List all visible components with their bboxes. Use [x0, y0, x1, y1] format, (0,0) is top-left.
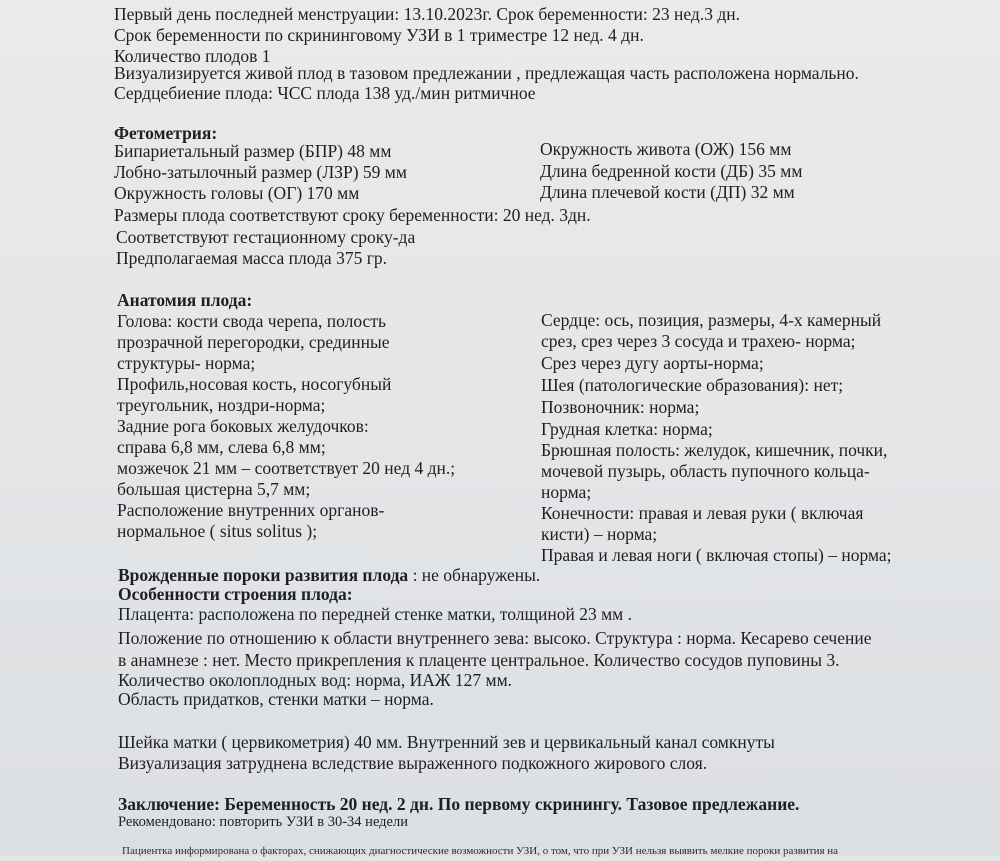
- anatomy-title: Анатомия плода:: [117, 290, 253, 310]
- defects-line: [118, 565, 540, 585]
- anatomy-right-line: Срез через дугу аорты-норма;: [541, 353, 764, 373]
- cervix-line: Шейка матки ( цервикометрия) 40 мм. Внутренний зев и цервикальный канал сомкнуты: [118, 732, 775, 752]
- anatomy-left-line: Профиль,носовая кость, носогубный: [117, 374, 392, 394]
- structure-line: Положение по отношению к области внутреннего зева: высоко. Структура : норма. Кесарево сечение: [118, 628, 872, 648]
- anatomy-left-line: структуры- норма;: [117, 353, 256, 373]
- fetometry-title: Фетометрия:: [114, 123, 218, 143]
- anatomy-right-line: Сердце: ось, позиция, размеры, 4-х камерный: [541, 310, 882, 330]
- structure-line: Область придатков, стенки матки – норма.: [118, 689, 434, 709]
- fetometry-ofd: Лобно-затылочный размер (ЛЗР) 59 мм: [114, 162, 407, 182]
- fetometry-hc: Окружность головы (ОГ) 170 мм: [114, 183, 360, 203]
- fetometry-bpd: Бипариетальный размер (БПР) 48 мм: [114, 141, 392, 161]
- visualization-line: Визуализируется живой плод в тазовом предлежании , предлежащая часть расположена нормально.: [114, 63, 859, 83]
- anatomy-right-line: норма;: [541, 482, 592, 502]
- anatomy-right-line: срез, срез через 3 сосуда и трахею- норма;: [541, 331, 856, 351]
- anatomy-left-line: прозрачной перегородки, срединные: [117, 332, 390, 352]
- conclusion-line: Заключение: Беременность 20 нед. 2 дн. По первому скринингу. Тазовое предлежание.: [118, 794, 800, 814]
- anatomy-left-line: мозжечок 21 мм – соответствует 20 нед 4 дн.;: [117, 458, 456, 478]
- anatomy-left-line: нормальное ( situs solitus );: [117, 521, 318, 541]
- anatomy-right-line: Правая и левая ноги ( включая стопы) – норма;: [541, 545, 892, 565]
- anatomy-right-line: Шея (патологические образования): нет;: [541, 375, 844, 395]
- fetometry-fl: Длина бедренной кости (ДБ) 35 мм: [540, 161, 803, 181]
- defects-value: : не обнаружены.: [408, 565, 541, 585]
- anatomy-right-line: Брюшная полость: желудок, кишечник, почки,: [541, 440, 888, 460]
- lmp-line: Первый день последней менструации: 13.10.2023г. Срок беременности: 23 нед.3 дн.: [114, 4, 740, 24]
- structure-line: Количество околоплодных вод: норма, ИАЖ 127 мм.: [118, 670, 513, 690]
- footer-note: Пациентка информирована о факторах, снижающих диагностические возможности УЗИ, о том, что при УЗИ нельзя выявить мелкие пороки развития на: [122, 845, 839, 857]
- weight-line: Предполагаемая масса плода 375 гр.: [116, 248, 388, 268]
- anatomy-left-line: Голова: кости свода черепа, полость: [117, 311, 386, 331]
- visualization-note-line: Визуализация затруднена вследствие выраженного подкожного жирового слоя.: [118, 753, 708, 773]
- anatomy-right-line: Конечности: правая и левая руки ( включая: [541, 503, 864, 523]
- structure-line: Плацента: расположена по передней стенке матки, толщиной 23 мм .: [118, 604, 632, 624]
- anatomy-left-line: Задние рога боковых желудочков:: [117, 416, 369, 436]
- anatomy-right-line: мочевой пузырь, область пупочного кольца-: [541, 461, 870, 481]
- fetometry-hl: Длина плечевой кости (ДП) 32 мм: [540, 182, 795, 202]
- heartbeat-line: Сердцебиение плода: ЧСС плода 138 уд./мин ритмичное: [114, 83, 536, 103]
- anatomy-right-line: Грудная клетка: норма;: [541, 419, 713, 439]
- screening-ga-line: Срок беременности по скрининговому УЗИ в 1 триместре 12 нед. 4 дн.: [114, 25, 644, 45]
- recommendation-line: Рекомендовано: повторить УЗИ в 30-34 недели: [118, 814, 408, 830]
- anatomy-left-line: большая цистерна 5,7 мм;: [117, 479, 311, 499]
- anatomy-left-line: справа 6,8 мм, слева 6,8 мм;: [117, 437, 326, 457]
- gest-match-line: Соответствуют гестационному сроку-да: [116, 227, 416, 247]
- structure-title: Особенности строения плода:: [118, 584, 353, 604]
- structure-line: в анамнезе : нет. Место прикрепления к плаценте центральное. Количество сосудов пуповины 3.: [118, 650, 840, 670]
- size-match-line: Размеры плода соответствуют сроку беременности: 20 нед. 3дн.: [114, 205, 591, 225]
- anatomy-left-line: Расположение внутренних органов-: [117, 500, 385, 520]
- defects-label: Врожденные пороки развития плода: [118, 565, 409, 585]
- anatomy-right-line: кисти) – норма;: [541, 524, 658, 544]
- anatomy-right-line: Позвоночник: норма;: [541, 397, 700, 417]
- fetometry-ac: Окружность живота (ОЖ) 156 мм: [540, 139, 792, 159]
- fetus-count-line: Количество плодов 1: [114, 46, 271, 66]
- anatomy-left-line: треугольник, ноздри-норма;: [117, 395, 326, 415]
